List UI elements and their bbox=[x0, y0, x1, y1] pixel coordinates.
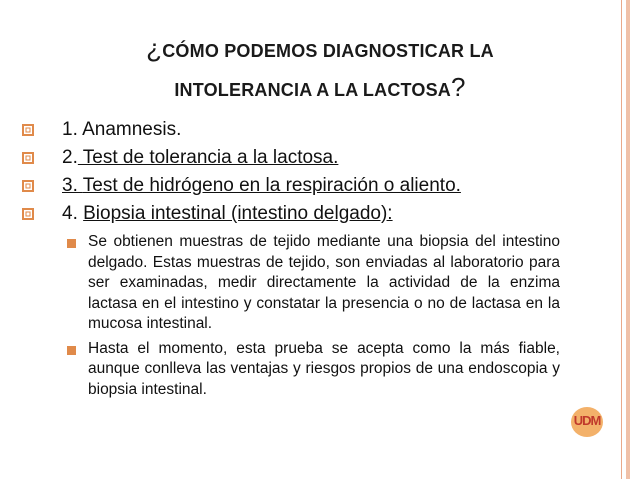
bullet-square-icon bbox=[22, 152, 34, 164]
title-line-2 bbox=[70, 69, 570, 108]
bullet-square-icon bbox=[22, 124, 34, 136]
title-line-2-text: INTOLERANCIA A LA LACTOSA bbox=[174, 80, 451, 100]
udm-logo bbox=[571, 407, 603, 437]
item-number: 4. bbox=[62, 203, 84, 224]
list-item bbox=[10, 200, 570, 228]
item-number: 3. bbox=[62, 175, 83, 196]
bullet-square-icon bbox=[22, 180, 34, 192]
title-line-1 bbox=[70, 30, 570, 69]
item-number: 1. bbox=[62, 119, 83, 140]
title-line-1-text: CÓMO PODEMOS DIAGNOSTICAR LA bbox=[162, 41, 494, 61]
title-close-question-mark: ? bbox=[451, 72, 466, 102]
list-item bbox=[10, 172, 570, 200]
title-open-question-mark: ¿ bbox=[146, 33, 163, 63]
item-number: 2. bbox=[62, 147, 78, 168]
item-text: Biopsia intestinal (intestino delgado): bbox=[83, 203, 393, 224]
right-accent-line bbox=[621, 0, 622, 479]
bullet-square-icon bbox=[22, 208, 34, 220]
sub-list-item bbox=[10, 339, 560, 401]
item-text: Test de hidrógeno en la respiración o aliento. bbox=[82, 175, 461, 196]
sub-item-text: Hasta el momento, esta prueba se acepta como la más fiable, aunque conlleva las ventajas y riesgos propios de una endoscopia y biopsia intestinal. bbox=[88, 339, 560, 398]
logo-text: UDM bbox=[573, 413, 601, 428]
sub-list-item bbox=[10, 232, 560, 335]
right-accent-border bbox=[626, 0, 630, 479]
bullet-square-icon bbox=[67, 239, 76, 248]
list-item bbox=[10, 116, 570, 144]
slide-title bbox=[70, 30, 570, 108]
bullet-list bbox=[10, 116, 570, 400]
item-text: Anamnesis. bbox=[82, 119, 182, 140]
list-item bbox=[10, 144, 570, 172]
item-text: Test de tolerancia a la lactosa. bbox=[77, 147, 339, 168]
bullet-square-icon bbox=[67, 346, 76, 355]
sub-item-text: Se obtienen muestras de tejido mediante una biopsia del intestino delgado. Estas muestras de tejido, son enviadas al laboratorio para ser examinadas, medir directamente la actividad de la enzima lactasa en el intestino y constatar la presencia o no de lactasa en la mucosa intestinal. bbox=[88, 233, 560, 332]
